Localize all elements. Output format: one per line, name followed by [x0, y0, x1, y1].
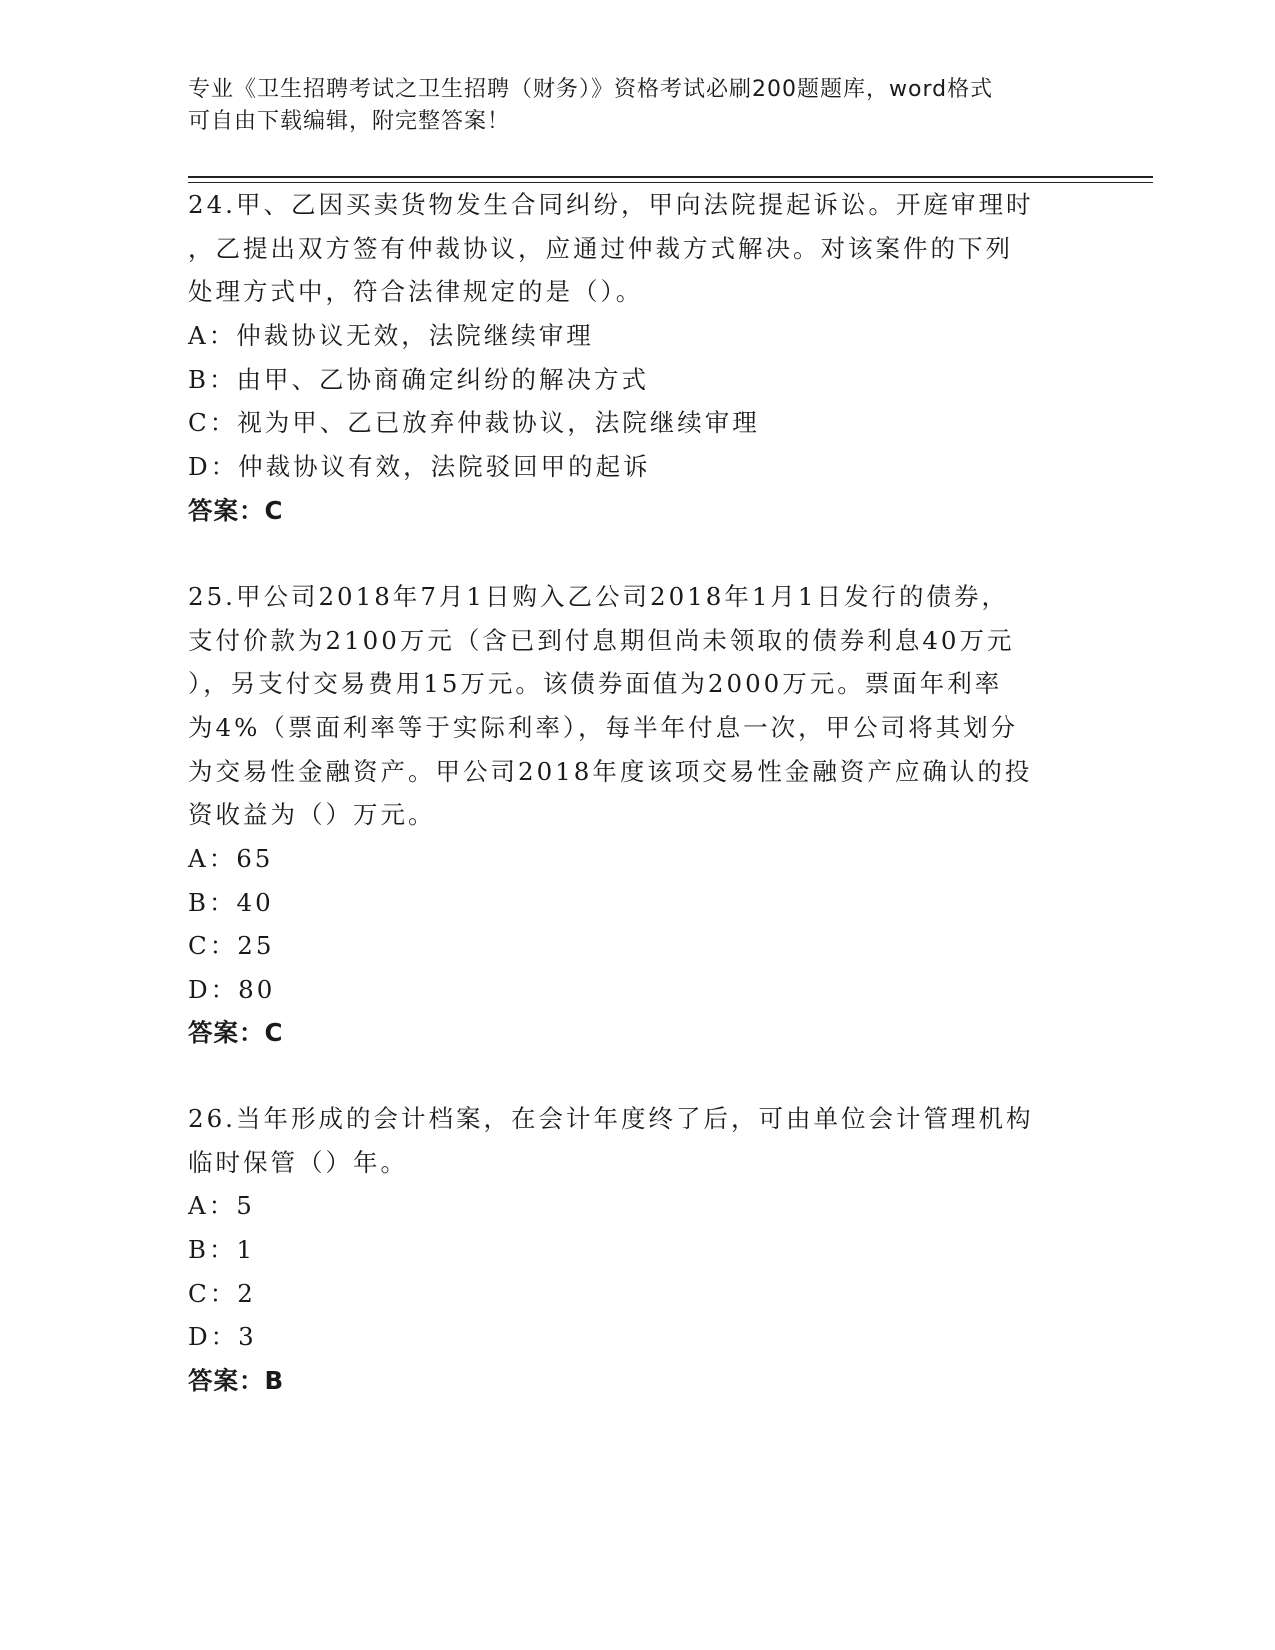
question-stem-line: 25.甲公司2018年7月1日购入乙公司2018年1月1日发行的债券，: [188, 582, 1010, 611]
option-d: D：仲裁协议有效，法院驳回甲的起诉: [188, 452, 651, 481]
question-stem-line: 24.甲、乙因买卖货物发生合同纠纷，甲向法院提起诉讼。开庭审理时: [188, 190, 1034, 219]
option-d: D：3: [188, 1322, 257, 1351]
option-d: D：80: [188, 975, 276, 1004]
question-stem-line: 26.当年形成的会计档案，在会计年度终了后，可由单位会计管理机构: [188, 1104, 1034, 1133]
answer-label: 答案：B: [188, 1366, 285, 1395]
question-stem-line: ，乙提出双方签有仲裁协议，应通过仲裁方式解决。对该案件的下列: [188, 234, 1013, 263]
option-c: C：2: [188, 1279, 256, 1308]
document-header: [188, 74, 1088, 138]
answer-label: 答案：C: [188, 1018, 284, 1047]
option-a: A：65: [188, 844, 274, 873]
question-stem-line: 处理方式中，符合法律规定的是（）。: [188, 277, 644, 306]
header-divider-thick: [188, 176, 1153, 178]
option-b: B：由甲、乙协商确定纠纷的解决方式: [188, 365, 650, 394]
question-stem-line: ），另支付交易费用15万元。该债券面值为2000万元。票面年利率: [188, 669, 1003, 698]
question-stem-line: 支付价款为2100万元（含已到付息期但尚未领取的债券利息40万元: [188, 626, 1015, 655]
option-b: B：1: [188, 1235, 256, 1264]
question-stem-line: 为4%（票面利率等于实际利率），每半年付息一次，甲公司将其划分: [188, 713, 1019, 742]
question-stem-line: 资收益为（）万元。: [188, 800, 436, 829]
header-line-2: 可自由下载编辑，附完整答案！: [188, 109, 511, 134]
option-b: B：40: [188, 888, 274, 917]
answer-label: 答案：C: [188, 496, 284, 525]
option-c: C：视为甲、乙已放弃仲裁协议，法院继续审理: [188, 408, 760, 437]
question-stem-line: 临时保管（）年。: [188, 1148, 408, 1177]
option-c: C：25: [188, 931, 275, 960]
question-stem-line: 为交易性金融资产。甲公司2018年度该项交易性金融资产应确认的投: [188, 757, 1033, 786]
option-a: A：5: [188, 1191, 255, 1220]
header-divider-thin: [188, 182, 1153, 183]
option-a: A：仲裁协议无效，法院继续审理: [188, 321, 594, 350]
header-line-1: 专业《卫生招聘考试之卫生招聘（财务）》资格考试必刷200题题库，word格式: [188, 77, 994, 102]
